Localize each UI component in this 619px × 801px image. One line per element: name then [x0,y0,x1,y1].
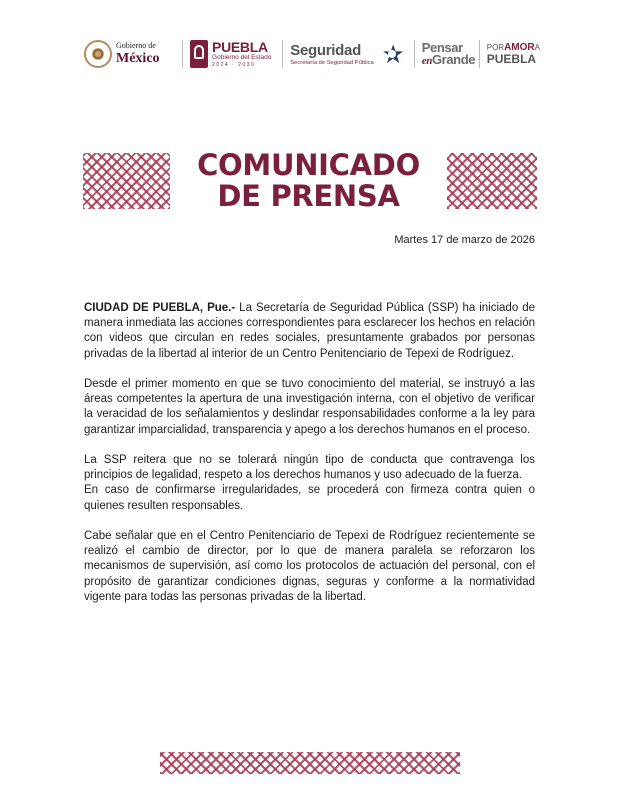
por-label: POR [486,43,505,52]
paragraph-1 [84,301,535,362]
en-label: en [421,54,432,67]
por-amor-a-puebla-logo [487,43,540,65]
gobierno-estado-label: Gobierno del Estado [212,54,272,62]
seguridad-label: Seguridad [290,41,361,59]
title-line-1: COMUNICADO [197,148,420,182]
decorative-pattern-bottom [160,752,460,774]
grande-label: Grande [431,51,476,67]
paragraph-2: Desde el primer momento en que se tuvo conocimiento del material, se instruyó a las áreas competentes la apertura de una investigación interna, con el objetivo de verificar la veracidad de los señalamientos y deslindar responsabilidades conforme a la ley para garantizar imparcialidad, transparencia y apego a los derechos humanos en el proceso. [84,378,535,436]
dateline: CIUDAD DE PUEBLA, Pue.- [84,302,236,314]
paragraph-3a: La SSP reitera que no se tolerará ningún tipo de conducta que contravenga los principios de legalidad, respeto a los derechos humanos y uso adecuado de la fuerza. [84,454,535,482]
gobierno-de-mexico-logo [84,40,175,68]
puebla-emblem-icon [190,40,208,68]
seguridad-logo [290,43,377,66]
release-date: Martes 17 de marzo de 2026 [394,234,535,246]
logo-divider [414,40,415,68]
police-badge-icon [381,43,402,65]
logo-divider [182,40,183,68]
decorative-pattern-right [447,153,537,209]
page-title [170,150,447,212]
period-label: 2024 · 2030 [212,61,256,68]
paragraph-3b: En caso de confirmarse irregularidades, se procederá con firmeza contra quien o quienes resulten responsables. [84,484,535,512]
mexico-label: México [116,51,160,66]
a-label: A [534,43,540,52]
logo-header [84,34,540,74]
ssp-label: Secretaría de Seguridad Pública [290,59,374,66]
paragraph-3 [84,453,535,514]
decorative-pattern-left [83,153,170,209]
paragraph-4: Cabe señalar que en el Centro Penitenciario de Tepexi de Rodríguez recientemente se realizó el cambio de director, por lo que de manera paralela se reforzaron los mecanismos de supervisión, así como los protocolos de actuación del personal, con el propósito de garantizar condiciones dignas, seguras y conforme a la normatividad vigente para todas las personas privadas de la libertad. [84,530,535,603]
pensar-en-grande-logo [421,39,476,67]
paragraph-1-text: La Secretaría de Seguridad Pública (SSP) ha iniciado de manera inmediata las acciones correspondientes para esclarecer los hechos en relación con videos que circulan en redes sociales, presuntamente grabados por personas privadas de la libertad al interior de un Centro Penitenciario de Tepexi de Rodríguez. [84,302,535,360]
eagle-seal-icon [84,40,112,68]
amor-label: AMOR [504,42,535,53]
amor-puebla-label: PUEBLA [486,52,537,66]
press-release-body [84,301,535,620]
puebla-logo [190,40,275,68]
logo-divider [479,40,480,68]
title-line-2: DE PRENSA [217,179,400,213]
logo-divider [282,40,283,68]
puebla-label: PUEBLA [212,39,268,56]
pensar-label: Pensar [421,39,463,55]
gobierno-label: Gobierno de [116,41,156,50]
